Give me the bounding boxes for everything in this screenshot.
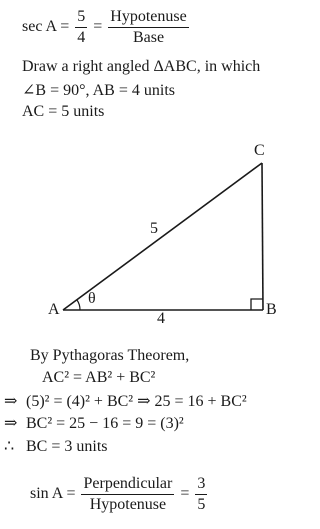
construction-line-2: ∠B = 90°, AB = 4 units (22, 82, 175, 99)
pythagoras-heading: By Pythagoras Theorem, (30, 347, 190, 364)
sin-a-equation (30, 475, 207, 513)
pythagoras-equation-1: AC² = AB² + BC² (42, 369, 156, 386)
pythagoras-step-3 (4, 413, 184, 433)
sec-a-equals: = (93, 18, 103, 36)
pythagoras-equation-3: BC² = 25 − 16 = 9 = (3)² (26, 415, 184, 432)
therefore-icon: ∴ (4, 438, 15, 455)
construction-line-3: AC = 5 units (22, 103, 105, 120)
sec-a-word-numerator: Hypotenuse (108, 8, 188, 28)
sin-a-equals: = (180, 485, 190, 503)
sec-a-lhs: sec A = (22, 18, 70, 36)
sin-a-denominator: 5 (197, 495, 206, 513)
right-angle-marker (251, 299, 263, 310)
sin-a-word-denominator: Hypotenuse (89, 495, 167, 513)
vertex-b-label: B (266, 301, 277, 318)
pythagoras-step-2 (4, 391, 247, 411)
angle-theta-label: θ (88, 290, 96, 307)
pythagoras-equation-2: (5)² = (4)² + BC² ⇒ 25 = 16 + BC² (26, 393, 247, 410)
base-label: 4 (157, 310, 165, 327)
construction-line-1: Draw a right angled ΔABC, in which (22, 58, 261, 75)
pythagoras-equation-4: BC = 3 units (26, 438, 108, 455)
vertex-c-label: C (254, 142, 265, 159)
sin-a-word-numerator: Perpendicular (81, 475, 174, 495)
side-bc (262, 163, 263, 310)
sin-a-word-fraction (81, 475, 174, 513)
sin-a-fraction (195, 475, 207, 513)
implies-icon: ⇒ (4, 393, 18, 410)
pythagoras-step-4 (4, 436, 107, 456)
side-ac (63, 163, 262, 310)
sec-a-word-denominator: Base (132, 28, 165, 46)
sec-a-denominator: 4 (77, 28, 86, 46)
hypotenuse-label: 5 (150, 220, 158, 237)
sec-a-numerator: 5 (75, 8, 87, 28)
implies-icon: ⇒ (4, 415, 18, 432)
angle-arc (77, 300, 80, 310)
sin-a-lhs: sin A = (30, 485, 76, 503)
vertex-a-label: A (48, 301, 60, 318)
sin-a-numerator: 3 (195, 475, 207, 495)
